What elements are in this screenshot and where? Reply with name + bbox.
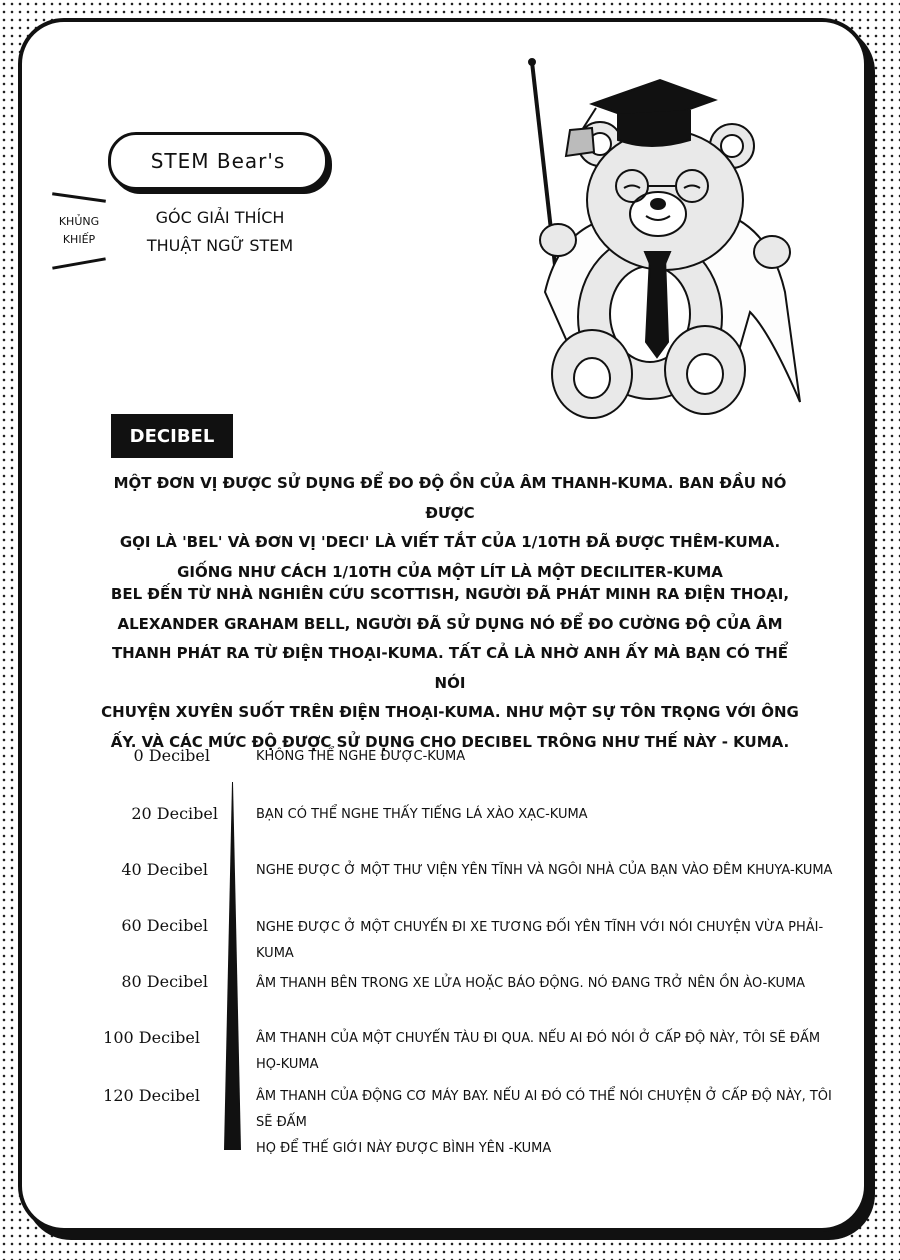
tag-line1: KHỦNG: [58, 215, 100, 228]
level-description: NGHE ĐƯỢC Ở MỘT CHUYẾN ĐI XE TƯƠNG ĐỐI YÊN TĨNH VỚI NÓI CHUYỆN VỪA PHẢI-KUMA: [256, 920, 824, 961]
level-label: 40 Decibel: [121, 860, 208, 879]
level-description: BẠN CÓ THỂ NGHE THẤY TIẾNG LÁ XÀO XẠC-KUMA: [256, 807, 588, 822]
level-description-line: ÂM THANH CỦA ĐỘNG CƠ MÁY BAY. NẾU AI ĐÓ CÓ THỂ NÓI CHUYỆN Ở CẤP ĐỘ NÀY, TÔI SẼ ĐẤM: [256, 1089, 832, 1130]
level-description-line: HỌ ĐỂ THẾ GIỚI NÀY ĐƯỢC BÌNH YÊN -KUMA: [256, 1141, 552, 1156]
para2-line: CHUYỆN XUYÊN SUỐT TRÊN ĐIỆN THOẠI-KUMA. NHƯ MỘT SỰ TÔN TRỌNG VỚI ÔNG: [101, 703, 799, 721]
level-description: ÂM THANH BÊN TRONG XE LỬA HOẶC BÁO ĐỘNG. NÓ ĐANG TRỞ NÊN ỒN ÀO-KUMA: [256, 976, 806, 991]
section-title-text: DECIBEL: [129, 425, 215, 447]
tag-label: [44, 213, 114, 249]
history-paragraph: [100, 580, 800, 757]
para2-line: ẤY. VÀ CÁC MỨC ĐỘ ĐƯỢC SỬ DỤNG CHO DECIBEL TRÔNG NHƯ THẾ NÀY - KUMA.: [110, 732, 790, 751]
para1-line: MỘT ĐƠN VỊ ĐƯỢC SỬ DỤNG ĐỂ ĐO ĐỘ ỒN CỦA ÂM THANH-KUMA. BAN ĐẦU NÓ ĐƯỢC: [113, 474, 787, 522]
professor-bear-illustration: [500, 52, 810, 422]
loudness-wedge: [215, 780, 255, 1155]
column-subtitle: [140, 204, 300, 260]
badge-title: STEM Bear's: [150, 149, 286, 173]
level-label: 100 Decibel: [103, 1028, 200, 1047]
level-label: 80 Decibel: [121, 972, 208, 991]
level-description: [256, 1084, 846, 1162]
level-label: 120 Decibel: [103, 1086, 200, 1105]
level-label: 0 Decibel: [133, 746, 210, 765]
para2-line: ALEXANDER GRAHAM BELL, NGƯỜI ĐÃ SỬ DỤNG NÓ ĐỂ ĐO CƯỜNG ĐỘ CỦA ÂM: [117, 614, 783, 633]
level-description: ÂM THANH CỦA MỘT CHUYẾN TÀU ĐI QUA. NẾU AI ĐÓ NÓI Ở CẤP ĐỘ NÀY, TÔI SẼ ĐẤM HỌ-KUMA: [256, 1031, 821, 1072]
level-label: 20 Decibel: [131, 804, 218, 823]
subtitle-line2: THUẬT NGỮ STEM: [146, 236, 294, 255]
level-description: KHÔNG THỂ NGHE ĐƯỢC-KUMA: [256, 749, 466, 764]
tag-line2: KHIẾP: [62, 233, 96, 246]
intro-paragraph: [100, 469, 800, 587]
level-description: NGHE ĐƯỢC Ở MỘT THƯ VIỆN YÊN TĨNH VÀ NGÔI NHÀ CỦA BẠN VÀO ĐÊM KHUYA-KUMA: [256, 863, 833, 878]
level-label: 60 Decibel: [121, 916, 208, 935]
stem-bear-badge: [108, 132, 328, 190]
subtitle-line1: GÓC GIẢI THÍCH: [155, 208, 285, 227]
para1-line: GỌI LÀ 'BEL' VÀ ĐƠN VỊ 'DECI' LÀ VIẾT TẮT CỦA 1/10TH ĐÃ ĐƯỢC THÊM-KUMA.: [119, 533, 781, 551]
para1-line: GIỐNG NHƯ CÁCH 1/10TH CỦA MỘT LÍT LÀ MỘT DECILITER-KUMA: [177, 562, 723, 581]
para2-line: THANH PHÁT RA TỪ ĐIỆN THOẠI-KUMA. TẤT CẢ LÀ NHỜ ANH ẤY MÀ BẠN CÓ THỂ NÓI: [111, 644, 789, 692]
section-title-decibel: [111, 414, 233, 458]
para2-line: BEL ĐẾN TỪ NHÀ NGHIÊN CỨU SCOTTISH, NGƯỜI ĐÃ PHÁT MINH RA ĐIỆN THOẠI,: [110, 585, 790, 603]
